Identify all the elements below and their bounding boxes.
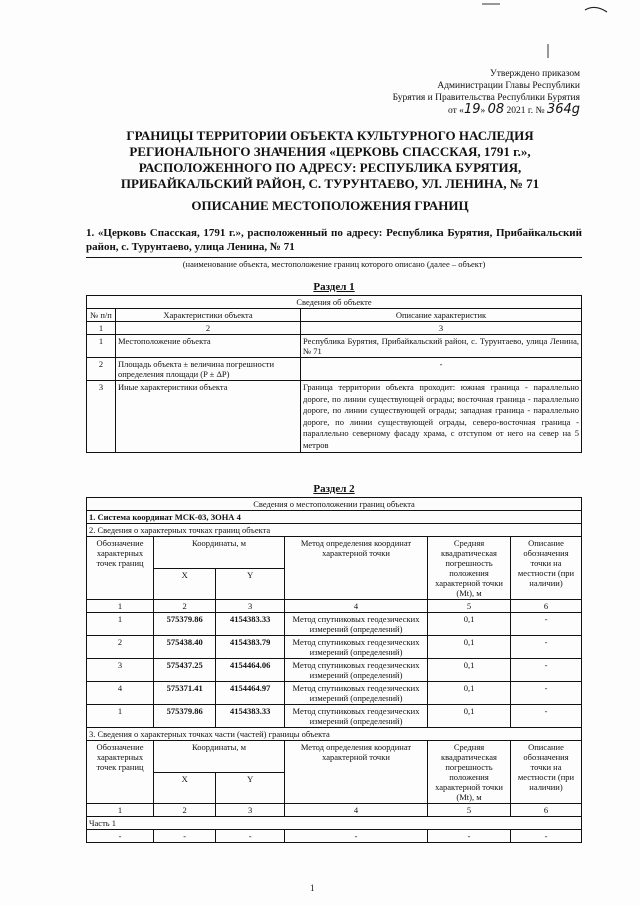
object-name: 1. «Церковь Спасская, 1791 г.», расположенный по адресу: Республика Бурятия, Прибайкальский район, с. Турунтаево, улица Ленина, № 71 [86,227,582,253]
table-row: 3 575437.25 4154464.06 Метод спутниковых геодезических измерений (определений) 0,1 - [87,659,582,682]
page-number: 1 [310,883,315,893]
section-2-part-header: 3. Сведения о характерных точках части (частей) границы объекта [87,728,582,741]
table-row: 1 575379.86 4154383.33 Метод спутниковых геодезических измерений (определений) 0,1 - [87,705,582,728]
document-subtitle: ОПИСАНИЕ МЕСТОПОЛОЖЕНИЯ ГРАНИЦ [191,198,469,213]
object-caption: (наименование объекта, местоположение границ которого описано (далее – объект) [86,257,582,269]
table-row: 3 Иные характеристики объекта Граница территории объекта проходит: южная граница - параллельно дороге, по линии существующей ограды; восточная граница - параллельно дороге, по линии существующей ограды; западная граница - параллельно дороге, по линии существующей ограды, северо-восточная граница - параллельно северному фасаду храма, с отступом от него на север на 5 метров [87,381,582,453]
section-1-title: Раздел 1 [313,281,355,293]
table-row: 1 Местоположение объекта Республика Бурятия, Прибайкальский район, с. Турунтаево, улица Ленина, № 71 [87,335,582,358]
coordinate-system: 1. Система координат МСК-03, ЗОНА 4 [87,511,582,524]
document-title: ГРАНИЦЫ ТЕРРИТОРИИ ОБЪЕКТА КУЛЬТУРНОГО НАСЛЕДИЯ РЕГИОНАЛЬНОГО ЗНАЧЕНИЯ «ЦЕРКОВЬ СПАССКАЯ, 1791 г.», РАСПОЛОЖЕННОГО ПО АДРЕСУ: РЕСПУБЛИКА БУРЯТИЯ, ПРИБАЙКАЛЬСКИЙ РАЙОН, С. ТУРУНТАЕВО, УЛ. ЛЕНИНА, № 71 [120,128,540,191]
section-1-header: Сведения об объекте [87,296,582,309]
approval-line-1: Утверждено приказом [490,69,580,79]
table-row: 1 575379.86 4154383.33 Метод спутниковых геодезических измерений (определений) 0,1 - [87,613,582,636]
section-1-table: Сведения об объекте № п/п Характеристики объекта Описание характеристик 1 2 3 1 Местоположение объекта Республика Бурятия, Прибайкальский район, с. Турунтаево, улица Ленина, № 71 2 Площадь объекта ± величина погрешности определения площади (P ± ΔP) - 3 Иные характеристики объекта Граница территории объекта проходит: южная граница - параллельно дороге, по линии существующей ограды; восточная граница - параллельно дороге, по линии существующей ограды; западная граница - параллельно дороге, по линии существующей ограды, северо-восточная граница - параллельно северному фасаду храма, с отступом от него на север на 5 метров [86,295,582,453]
table-row: 2 Площадь объекта ± величина погрешности определения площади (P ± ΔP) - [87,358,582,381]
table-row: 4 575371.41 4154464.97 Метод спутниковых геодезических измерений (определений) 0,1 - [87,682,582,705]
section-2-table: Сведения о местоположении границ объекта 1. Система координат МСК-03, ЗОНА 4 2. Сведения о характерных точках границ объекта Обозначение характерных точек границ Координаты, м Метод определения координат характерной точки Средняя квадратическая погрешность положения характерной точки (Mt), м Описание обозначения точки на местности (при наличии) X Y 1 2 3 4 5 6 1 575379.86 4154383.33 Метод спутниковых геодезических измерений (определений) 0,1 - 2 575438.40 4154383.79 Метод спутниковых геодезических измерений (определений) 0,1 - 3 575437.25 4154464.06 Метод спутниковых геодезических измерений (определений) 0,1 - 4 575371.41 4154464.97 Метод спутниковых геодезических измерений (определений) 0,1 - 1 575379.86 4154383.33 Метод спутниковых геодезических измерений (определений) 0,1 - 3. Сведения о характерных точках части (частей) границы объекта Обозначение характерных точек границ Координаты, м Метод определения координат характерной точки Средняя квадратическая погрешность положения характерной точки (Mt), м Описание обозначения точки на местности (при наличии) X Y 1 2 3 4 5 6 Часть 1 - - - - - - [86,497,582,843]
section-2-title: Раздел 2 [313,483,355,495]
table-row: - - - - - - [87,830,582,843]
approval-number: 364g [546,102,580,117]
approval-month: 08 [487,102,505,117]
approval-day: 19 [463,102,481,117]
approval-date-line: от «19» 08 2021 г. № 364g [448,102,580,117]
approval-block [340,68,580,117]
approval-line-3: Бурятия и Правительства Республики Бурятия [392,93,580,103]
table-row: 2 575438.40 4154383.79 Метод спутниковых геодезических измерений (определений) 0,1 - [87,636,582,659]
approval-line-2: Администрации Главы Республики [437,81,580,91]
part-1-label: Часть 1 [87,817,582,830]
section-2-header: Сведения о местоположении границ объекта [87,498,582,511]
